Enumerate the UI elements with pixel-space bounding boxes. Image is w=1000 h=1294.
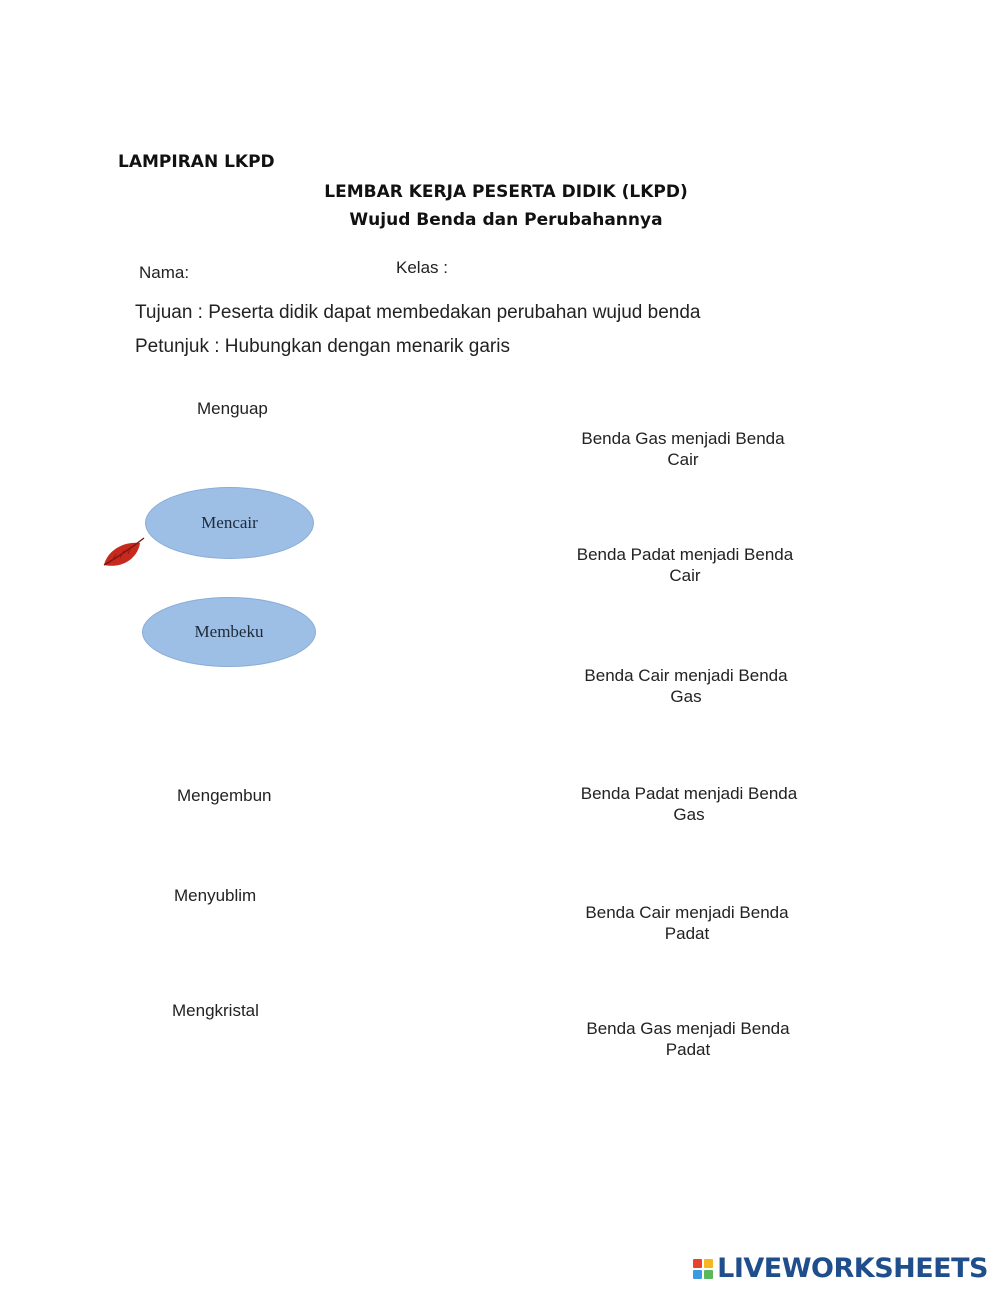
- right-item-solid-to-gas[interactable]: [564, 783, 814, 825]
- ellipse-label-mencair: Mencair: [201, 513, 258, 532]
- worksheet-title: LEMBAR KERJA PESERTA DIDIK (LKPD): [324, 182, 688, 202]
- draggable-ellipse-mencair[interactable]: [145, 487, 314, 559]
- right-item-line: Benda Gas menjadi Benda: [581, 429, 785, 448]
- right-item-liquid-to-gas[interactable]: [561, 665, 811, 707]
- right-item-line: Gas: [670, 687, 702, 706]
- right-item-line: Gas: [673, 805, 705, 824]
- right-item-line: Benda Cair menjadi Benda: [585, 903, 789, 922]
- logo-blocks-icon: [693, 1259, 713, 1279]
- right-item-gas-to-liquid[interactable]: [558, 428, 808, 470]
- right-item-line: Benda Padat menjadi Benda: [580, 784, 798, 803]
- right-item-line: Padat: [665, 1040, 711, 1059]
- draggable-ellipse-membeku[interactable]: [142, 597, 316, 667]
- class-label: Kelas :: [396, 258, 448, 277]
- liveworksheets-logo[interactable]: [693, 1253, 988, 1284]
- directions-text: Petunjuk : Hubungkan dengan menarik garis: [135, 336, 510, 357]
- right-item-line: Benda Cair menjadi Benda: [584, 666, 788, 685]
- right-item-solid-to-liquid[interactable]: [560, 544, 810, 586]
- right-item-line: Benda Gas menjadi Benda: [586, 1019, 790, 1038]
- ellipse-label-membeku: Membeku: [194, 622, 264, 641]
- right-item-line: Cair: [667, 450, 699, 469]
- worksheet-subtitle: Wujud Benda dan Perubahannya: [349, 210, 663, 230]
- name-label: Nama:: [139, 263, 190, 282]
- left-item-menyublim[interactable]: Menyublim: [174, 886, 257, 905]
- right-item-gas-to-solid[interactable]: [563, 1018, 813, 1060]
- logo-text: LIVEWORKSHEETS: [717, 1253, 988, 1284]
- left-item-mengkristal[interactable]: Mengkristal: [172, 1001, 259, 1020]
- right-item-line: Padat: [664, 924, 710, 943]
- leaf-icon: [100, 535, 150, 575]
- goal-text: Tujuan : Peserta didik dapat membedakan perubahan wujud benda: [135, 302, 701, 323]
- left-item-menguap[interactable]: Menguap: [197, 399, 268, 418]
- appendix-heading: LAMPIRAN LKPD: [118, 152, 275, 172]
- left-item-mengembun[interactable]: Mengembun: [177, 786, 272, 805]
- right-item-line: Cair: [669, 566, 701, 585]
- right-item-liquid-to-solid[interactable]: [562, 902, 812, 944]
- right-item-line: Benda Padat menjadi Benda: [576, 545, 794, 564]
